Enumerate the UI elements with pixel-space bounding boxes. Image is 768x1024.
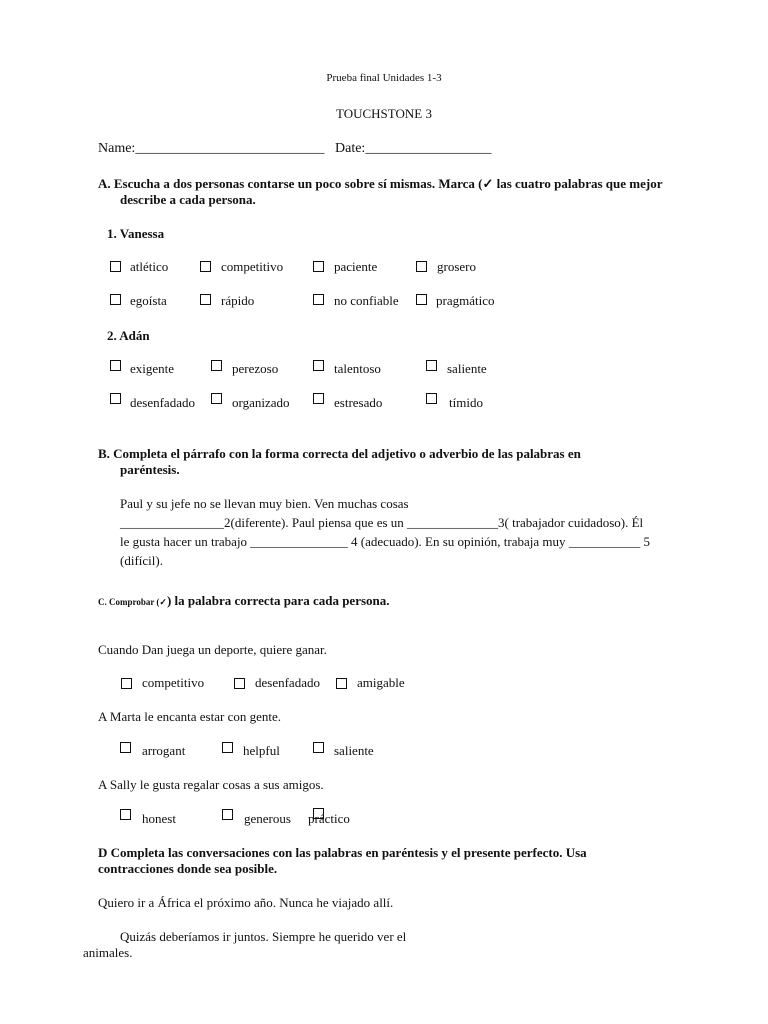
checkbox-desenfadado[interactable] bbox=[110, 393, 121, 404]
checkbox-q1-competitivo[interactable] bbox=[121, 678, 132, 689]
word-talentoso: talentoso bbox=[334, 361, 381, 376]
checkbox-pragmatico[interactable] bbox=[416, 294, 427, 305]
word-saliente: saliente bbox=[447, 361, 487, 376]
checkbox-q2-saliente[interactable] bbox=[313, 742, 324, 753]
word-egoista: egoísta bbox=[130, 293, 167, 308]
q3-option-honest: honest bbox=[142, 811, 176, 826]
checkbox-timido[interactable] bbox=[426, 393, 437, 404]
date-field[interactable]: Date:__________________ bbox=[335, 141, 492, 156]
checkbox-q1-desenfadado[interactable] bbox=[234, 678, 245, 689]
q2-option-arrogant: arrogant bbox=[142, 743, 186, 758]
word-perezoso: perezoso bbox=[232, 361, 279, 376]
q1-option-desenfadado: desenfadado bbox=[255, 675, 320, 690]
section-a-instruction-line1: A. Escucha a dos personas contarse un poco sobre sí mismas. Marca (✓ las cuatro palabras que mejor bbox=[98, 176, 663, 191]
exam-subtitle: Prueba final Unidades 1-3 bbox=[326, 72, 442, 84]
checkbox-competitivo[interactable] bbox=[200, 261, 211, 272]
word-grosero: grosero bbox=[437, 259, 476, 274]
checkbox-talentoso[interactable] bbox=[313, 360, 324, 371]
checkbox-rapido[interactable] bbox=[200, 294, 211, 305]
section-c-instruction bbox=[98, 592, 390, 610]
question-1: Cuando Dan juega un deporte, quiere ganar. bbox=[98, 642, 327, 657]
checkbox-no-confiable[interactable] bbox=[313, 294, 324, 305]
paragraph-line2: ________________2(diferente). Paul piensa que es un ______________3( trabajador cuidadoso). Él bbox=[120, 515, 644, 530]
checkbox-q3-honest[interactable] bbox=[120, 809, 131, 820]
checkbox-grosero[interactable] bbox=[416, 261, 427, 272]
checkbox-egoista[interactable] bbox=[110, 294, 121, 305]
word-atletico: atlético bbox=[130, 259, 169, 274]
conversation-line3: animales. bbox=[83, 945, 133, 960]
section-b-instruction-line2: paréntesis. bbox=[120, 462, 180, 477]
checkbox-organizado[interactable] bbox=[211, 393, 222, 404]
person-2-name: 2. Adán bbox=[107, 328, 150, 343]
checkbox-atletico[interactable] bbox=[110, 261, 121, 272]
checkbox-estresado[interactable] bbox=[313, 393, 324, 404]
section-c-instruction-rest: ) la palabra correcta para cada persona. bbox=[166, 593, 390, 608]
word-organizado: organizado bbox=[232, 395, 290, 410]
checkbox-q2-arrogant[interactable] bbox=[120, 742, 131, 753]
checkbox-perezoso[interactable] bbox=[211, 360, 222, 371]
checkbox-saliente[interactable] bbox=[426, 360, 437, 371]
person-1-name: 1. Vanessa bbox=[107, 226, 165, 241]
q1-option-competitivo: competitivo bbox=[142, 675, 205, 690]
conversation-line2: Quizás deberíamos ir juntos. Siempre he querido ver el bbox=[120, 929, 407, 944]
word-pragmatico: pragmático bbox=[436, 293, 495, 308]
question-2: A Marta le encanta estar con gente. bbox=[98, 709, 281, 724]
section-d-instruction-line1: D Completa las conversaciones con las palabras en paréntesis y el presente perfecto. Usa bbox=[98, 845, 587, 860]
checkbox-q3-generous[interactable] bbox=[222, 809, 233, 820]
question-3: A Sally le gusta regalar cosas a sus amigos. bbox=[98, 777, 324, 792]
section-d-instruction-line2: contracciones donde sea posible. bbox=[98, 861, 278, 876]
name-field[interactable]: Name:___________________________ bbox=[98, 141, 325, 156]
conversation-line1: Quiero ir a África el próximo año. Nunca he viajado allí. bbox=[98, 895, 394, 910]
checkbox-paciente[interactable] bbox=[313, 261, 324, 272]
checkbox-q2-helpful[interactable] bbox=[222, 742, 233, 753]
section-b-instruction-line1: B. Completa el párrafo con la forma correcta del adjetivo o adverbio de las palabras en bbox=[98, 446, 581, 461]
checkbox-exigente[interactable] bbox=[110, 360, 121, 371]
word-competitivo: competitivo bbox=[221, 259, 284, 274]
section-a-instruction-line2: describe a cada persona. bbox=[120, 192, 256, 207]
word-no-confiable: no confiable bbox=[334, 293, 399, 308]
paragraph-line1: Paul y su jefe no se llevan muy bien. Ven muchas cosas bbox=[120, 496, 409, 511]
paragraph-line3: le gusta hacer un trabajo _______________ 4 (adecuado). En su opinión, trabaja muy ___________ 5 bbox=[120, 534, 650, 549]
word-estresado: estresado bbox=[334, 395, 383, 410]
word-exigente: exigente bbox=[130, 361, 175, 376]
word-timido: tímido bbox=[449, 395, 483, 410]
q2-option-saliente: saliente bbox=[334, 743, 374, 758]
section-c-instruction-prefix: C. Comprobar (✓ bbox=[98, 597, 167, 607]
word-paciente: paciente bbox=[334, 259, 378, 274]
q2-option-helpful: helpful bbox=[243, 743, 280, 758]
word-rapido: rápido bbox=[221, 293, 255, 308]
checkbox-q1-amigable[interactable] bbox=[336, 678, 347, 689]
q1-option-amigable: amigable bbox=[357, 675, 405, 690]
exam-title: TOUCHSTONE 3 bbox=[336, 106, 432, 121]
q3-option-generous: generous bbox=[244, 811, 291, 826]
word-desenfadado: desenfadado bbox=[130, 395, 195, 410]
paragraph-line4: (difícil). bbox=[120, 553, 163, 568]
q3-option-practico: práctico bbox=[308, 811, 350, 826]
